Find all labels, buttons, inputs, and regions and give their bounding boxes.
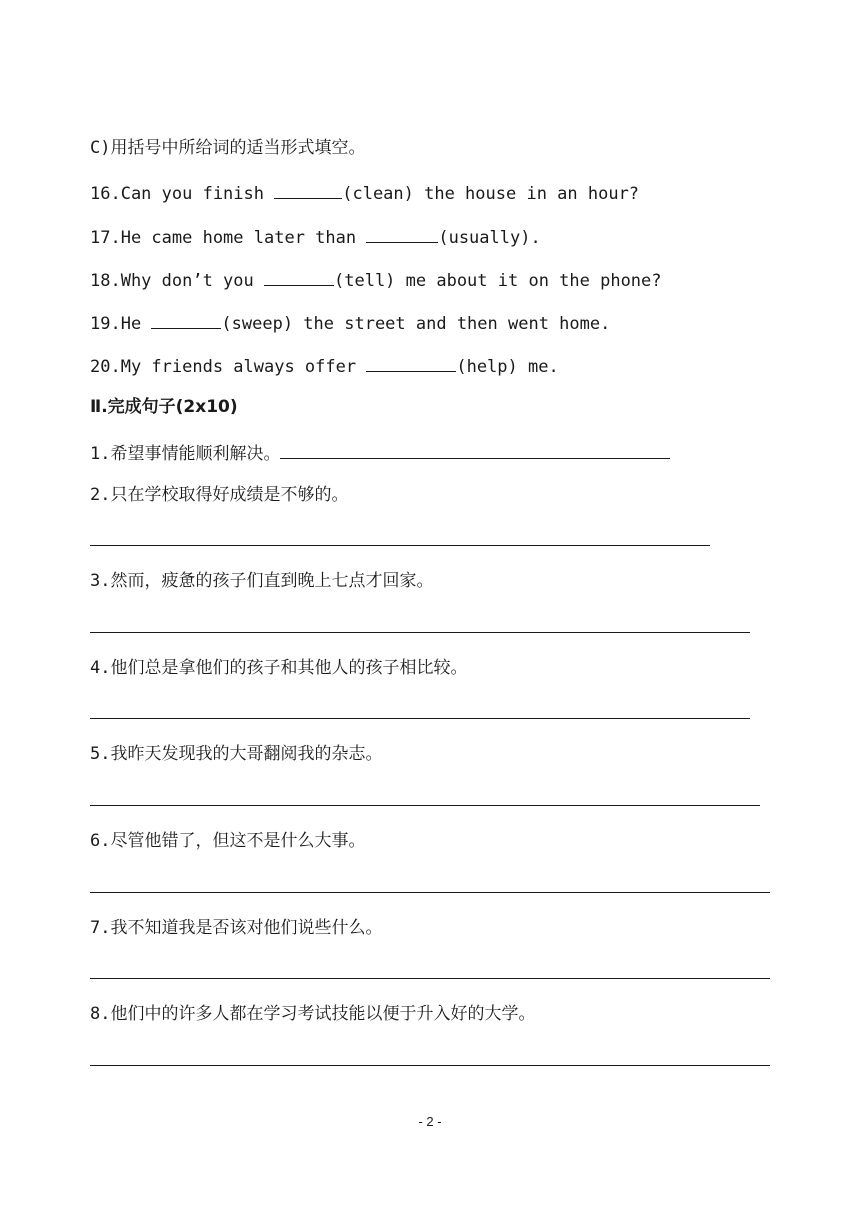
- page-number: - 2 -: [418, 1114, 442, 1129]
- sentence-item-1: [90, 440, 670, 465]
- item-text-before: 16.Can you finish: [90, 184, 275, 204]
- sentence-item-5: 5.我昨天发现我的大哥翻阅我的杂志。: [90, 744, 383, 764]
- fill-blank-item-19: [90, 310, 610, 335]
- answer-blank[interactable]: [151, 310, 221, 329]
- answer-line-2[interactable]: [90, 545, 710, 546]
- sentence-prompt: 1.希望事情能顺利解决。: [90, 444, 281, 464]
- item-text-after: (sweep) the street and then went home.: [221, 314, 611, 334]
- sentence-item-4: 4.他们总是拿他们的孩子和其他人的孩子相比较。: [90, 658, 468, 678]
- sentence-item-2: 2.只在学校取得好成绩是不够的。: [90, 485, 349, 505]
- section-2-title: Ⅱ.完成句子(2x10): [90, 397, 238, 417]
- fill-blank-item-17: [90, 224, 541, 249]
- answer-line-8[interactable]: [90, 1065, 770, 1066]
- item-text-after: (help) me.: [456, 357, 559, 377]
- section-c-title: C)用括号中所给词的适当形式填空。: [90, 138, 366, 158]
- item-text-before: 18.Why don’t you: [90, 271, 264, 291]
- answer-line-6[interactable]: [90, 892, 770, 893]
- answer-line-4[interactable]: [90, 718, 750, 719]
- item-text-before: 20.My friends always offer: [90, 357, 367, 377]
- answer-line-3[interactable]: [90, 632, 750, 633]
- item-text-before: 19.He: [90, 314, 152, 334]
- sentence-item-7: 7.我不知道我是否该对他们说些什么。: [90, 918, 383, 938]
- item-text-after: (clean) the house in an hour?: [342, 184, 640, 204]
- fill-blank-item-18: [90, 267, 662, 292]
- answer-blank[interactable]: [280, 440, 670, 459]
- sentence-item-8: 8.他们中的许多人都在学习考试技能以便于升入好的大学。: [90, 1004, 536, 1024]
- answer-blank[interactable]: [366, 353, 456, 372]
- answer-blank[interactable]: [274, 180, 342, 199]
- answer-line-7[interactable]: [90, 978, 770, 979]
- fill-blank-item-20: [90, 353, 559, 378]
- sentence-item-3: 3.然而，疲惫的孩子们直到晚上七点才回家。: [90, 571, 434, 591]
- answer-line-5[interactable]: [90, 805, 760, 806]
- item-text-before: 17.He came home later than: [90, 228, 367, 248]
- fill-blank-item-16: [90, 180, 639, 205]
- answer-blank[interactable]: [264, 267, 334, 286]
- item-text-after: (tell) me about it on the phone?: [334, 271, 662, 291]
- answer-blank[interactable]: [366, 224, 438, 243]
- item-text-after: (usually).: [438, 228, 541, 248]
- sentence-item-6: 6.尽管他错了，但这不是什么大事。: [90, 831, 366, 851]
